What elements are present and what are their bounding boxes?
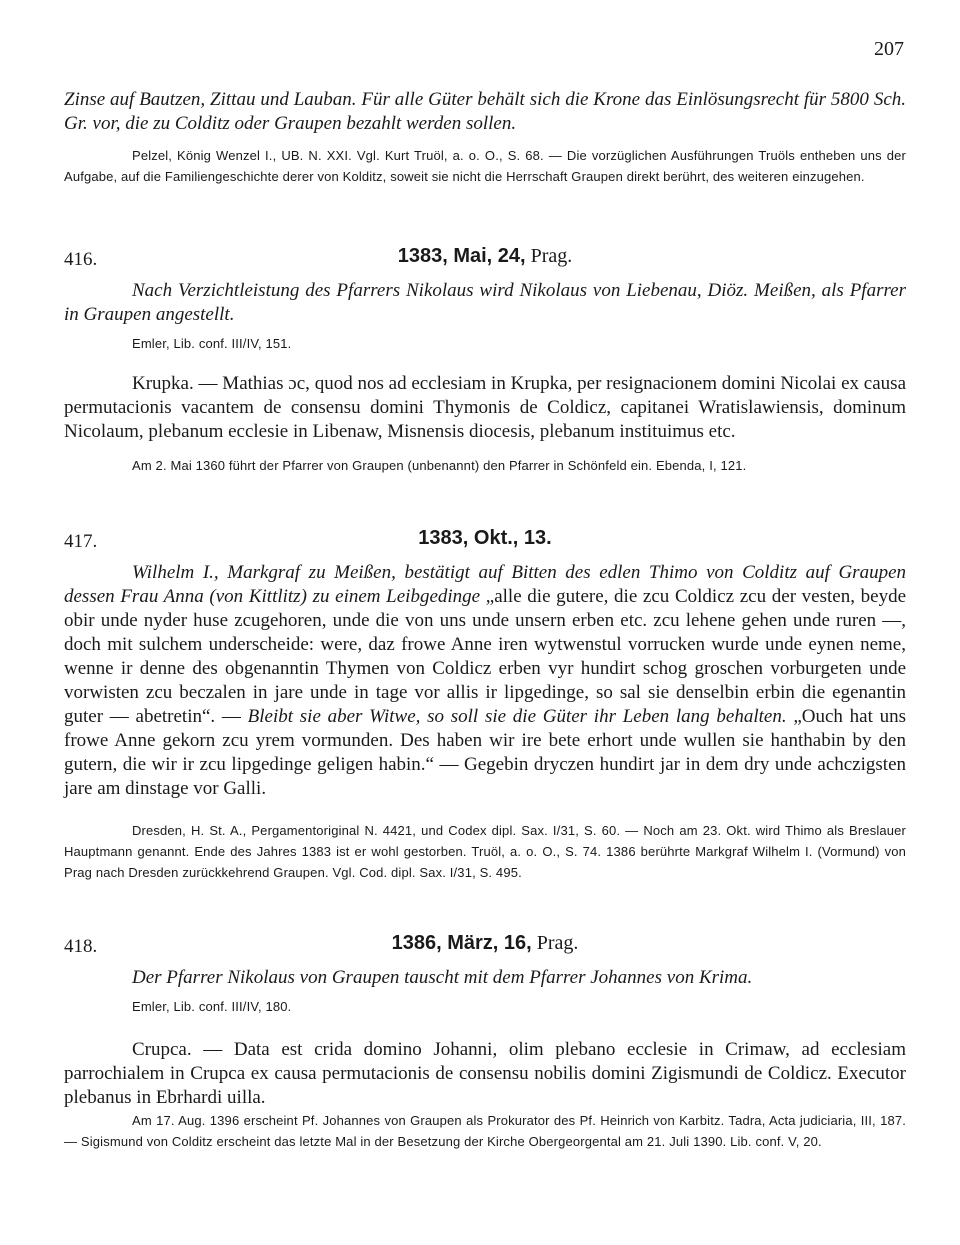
- entry-417-header: [64, 527, 906, 555]
- entry-place: Prag.: [536, 932, 579, 954]
- entry-date: [64, 527, 906, 550]
- entry-date-value: 1383, Okt., 13.: [418, 527, 552, 549]
- entry-date: [64, 245, 906, 268]
- entry-416-source: [64, 333, 906, 354]
- entry-417-note: [64, 820, 906, 883]
- german-text-1: „alle die gutere, die zcu Coldicz zcu der vesten, beyde obir unde nyder huse zcugehoren, unde die von uns unde unsern erben etc. zcu lehene gehen unde ruren —, doch mit sulchem underscheide: were, daz frowe Anne iren wytwenstul vorrucken wurde unde eynen neme, wenne ir denne des obgenanntin Thymen von Coldicz erben vyr hundirt schog groschen vorburgeten unde vorwisten zcu beczalen in jare unde in tage vor allis ir lipgedinge, so sal sie denselbin erbin die egenantin guter — abetretin“. —: [64, 586, 907, 727]
- intro-note-text: Pelzel, König Wenzel I., UB. N. XXI. Vgl. Kurt Truöl, a. o. O., S. 68. — Die vorzüglichen Ausführungen Truöls entheben uns der Aufgabe, auf die Familiengeschichte derer von Kolditz, soweit sie nicht die Herrschaft Graupen direkt berührt, des weiteren einzugehen.: [64, 148, 906, 184]
- page-number: 207: [874, 38, 904, 60]
- entry-number: 417.: [64, 531, 98, 552]
- note-text: Am 17. Aug. 1396 erscheint Pf. Johannes von Graupen als Prokurator des Pf. Heinrich von Karbitz. Tadra, Acta judiciaria, III, 187. — Sigismund von Colditz erscheint das letzte Mal in der Besetzung der Kirche Obergeorgental am 21. Juli 1390. Lib. conf. V, 20.: [64, 1113, 906, 1149]
- regest-text: Der Pfarrer Nikolaus von Graupen tauscht mit dem Pfarrer Johannes von Krima.: [132, 967, 753, 988]
- source-text: Emler, Lib. conf. III/IV, 151.: [132, 336, 292, 351]
- entry-418-regest: [64, 966, 906, 990]
- entry-number: 418.: [64, 936, 98, 957]
- latin-text: Krupka. — Mathias ɔc, quod nos ad ecclesiam in Krupka, per resignacionem domini Nicolai ex causa permutacionis vacantem de consensu domini Thymonis de Coldicz, capitanei Wratislawiensis, dominum Nicolaum, plebanum ecclesie in Libenaw, Misnensis diocesis, plebanum instituimus etc.: [64, 373, 906, 442]
- entry-418-source: [64, 996, 906, 1017]
- german-text-2: „Ouch hat uns frowe Anne gekorn zcu yrem vormunden. Des haben wir ire bete erhort unde wullen sie hanthabin by den gutern, die wir ir zcu lipgedinge geligen habin.“ — Gegebin dryczen hundirt jar in dem dry unde achczigsten jare am dinstage vor Galli.: [64, 706, 907, 799]
- entry-date-value: 1386, März, 16,: [391, 932, 532, 954]
- entry-416-regest: [64, 279, 906, 327]
- entry-number: 416.: [64, 249, 98, 270]
- entry-418-note: [64, 1110, 906, 1152]
- entry-418-text: [64, 1038, 906, 1110]
- intro-regest: Zinse auf Bautzen, Zittau und Lauban. Für alle Güter behält sich die Krone das Einlösungsrecht für 5800 Sch. Gr. vor, die zu Colditz oder Graupen bezahlt werden sollen.: [64, 89, 906, 134]
- entry-416-text: [64, 372, 906, 444]
- entry-date: [64, 932, 906, 955]
- source-text: Emler, Lib. conf. III/IV, 180.: [132, 999, 292, 1014]
- intro-note: [64, 145, 906, 187]
- regest-text: Wilhelm I., Markgraf zu Meißen, bestätigt auf Bitten des edlen Thimo von Colditz auf Graupen dessen Frau Anna (von Kittlitz) zu einem Leibgedinge: [64, 562, 906, 607]
- entry-416-header: [64, 245, 906, 273]
- entry-416-note: [64, 455, 906, 476]
- entry-date-value: 1383, Mai, 24,: [397, 245, 526, 267]
- regest-text: Nach Verzichtleistung des Pfarrers Nikolaus wird Nikolaus von Liebenau, Diöz. Meißen, als Pfarrer in Graupen angestellt.: [64, 280, 906, 325]
- entry-418-header: [64, 932, 906, 960]
- entry-place: Prag.: [530, 245, 573, 267]
- note-text: Am 2. Mai 1360 führt der Pfarrer von Graupen (unbenannt) den Pfarrer in Schönfeld ein. Ebenda, I, 121.: [132, 458, 747, 473]
- german-text-italic: Bleibt sie aber Witwe, so soll sie die Güter ihr Leben lang behalten.: [247, 706, 787, 727]
- entry-417-text: [64, 561, 906, 801]
- note-text: Dresden, H. St. A., Pergamentoriginal N. 4421, und Codex dipl. Sax. I/31, S. 60. — Noch am 23. Okt. wird Thimo als Breslauer Hauptmann genannt. Ende des Jahres 1383 ist er wohl gestorben. Truöl, a. o. O., S. 74. 1386 berührte Markgraf Wilhelm I. (Vormund) von Prag nach Dresden zurückkehrend Graupen. Vgl. Cod. dipl. Sax. I/31, S. 495.: [64, 823, 906, 880]
- latin-text: Crupca. — Data est crida domino Johanni, olim plebano ecclesie in Crimaw, ad ecclesiam parrochialem in Crupca ex causa permutacionis de consensu nobilis domini Zigismundi de Coldicz. Executor plebanus in Ebrhardi uilla.: [64, 1039, 906, 1108]
